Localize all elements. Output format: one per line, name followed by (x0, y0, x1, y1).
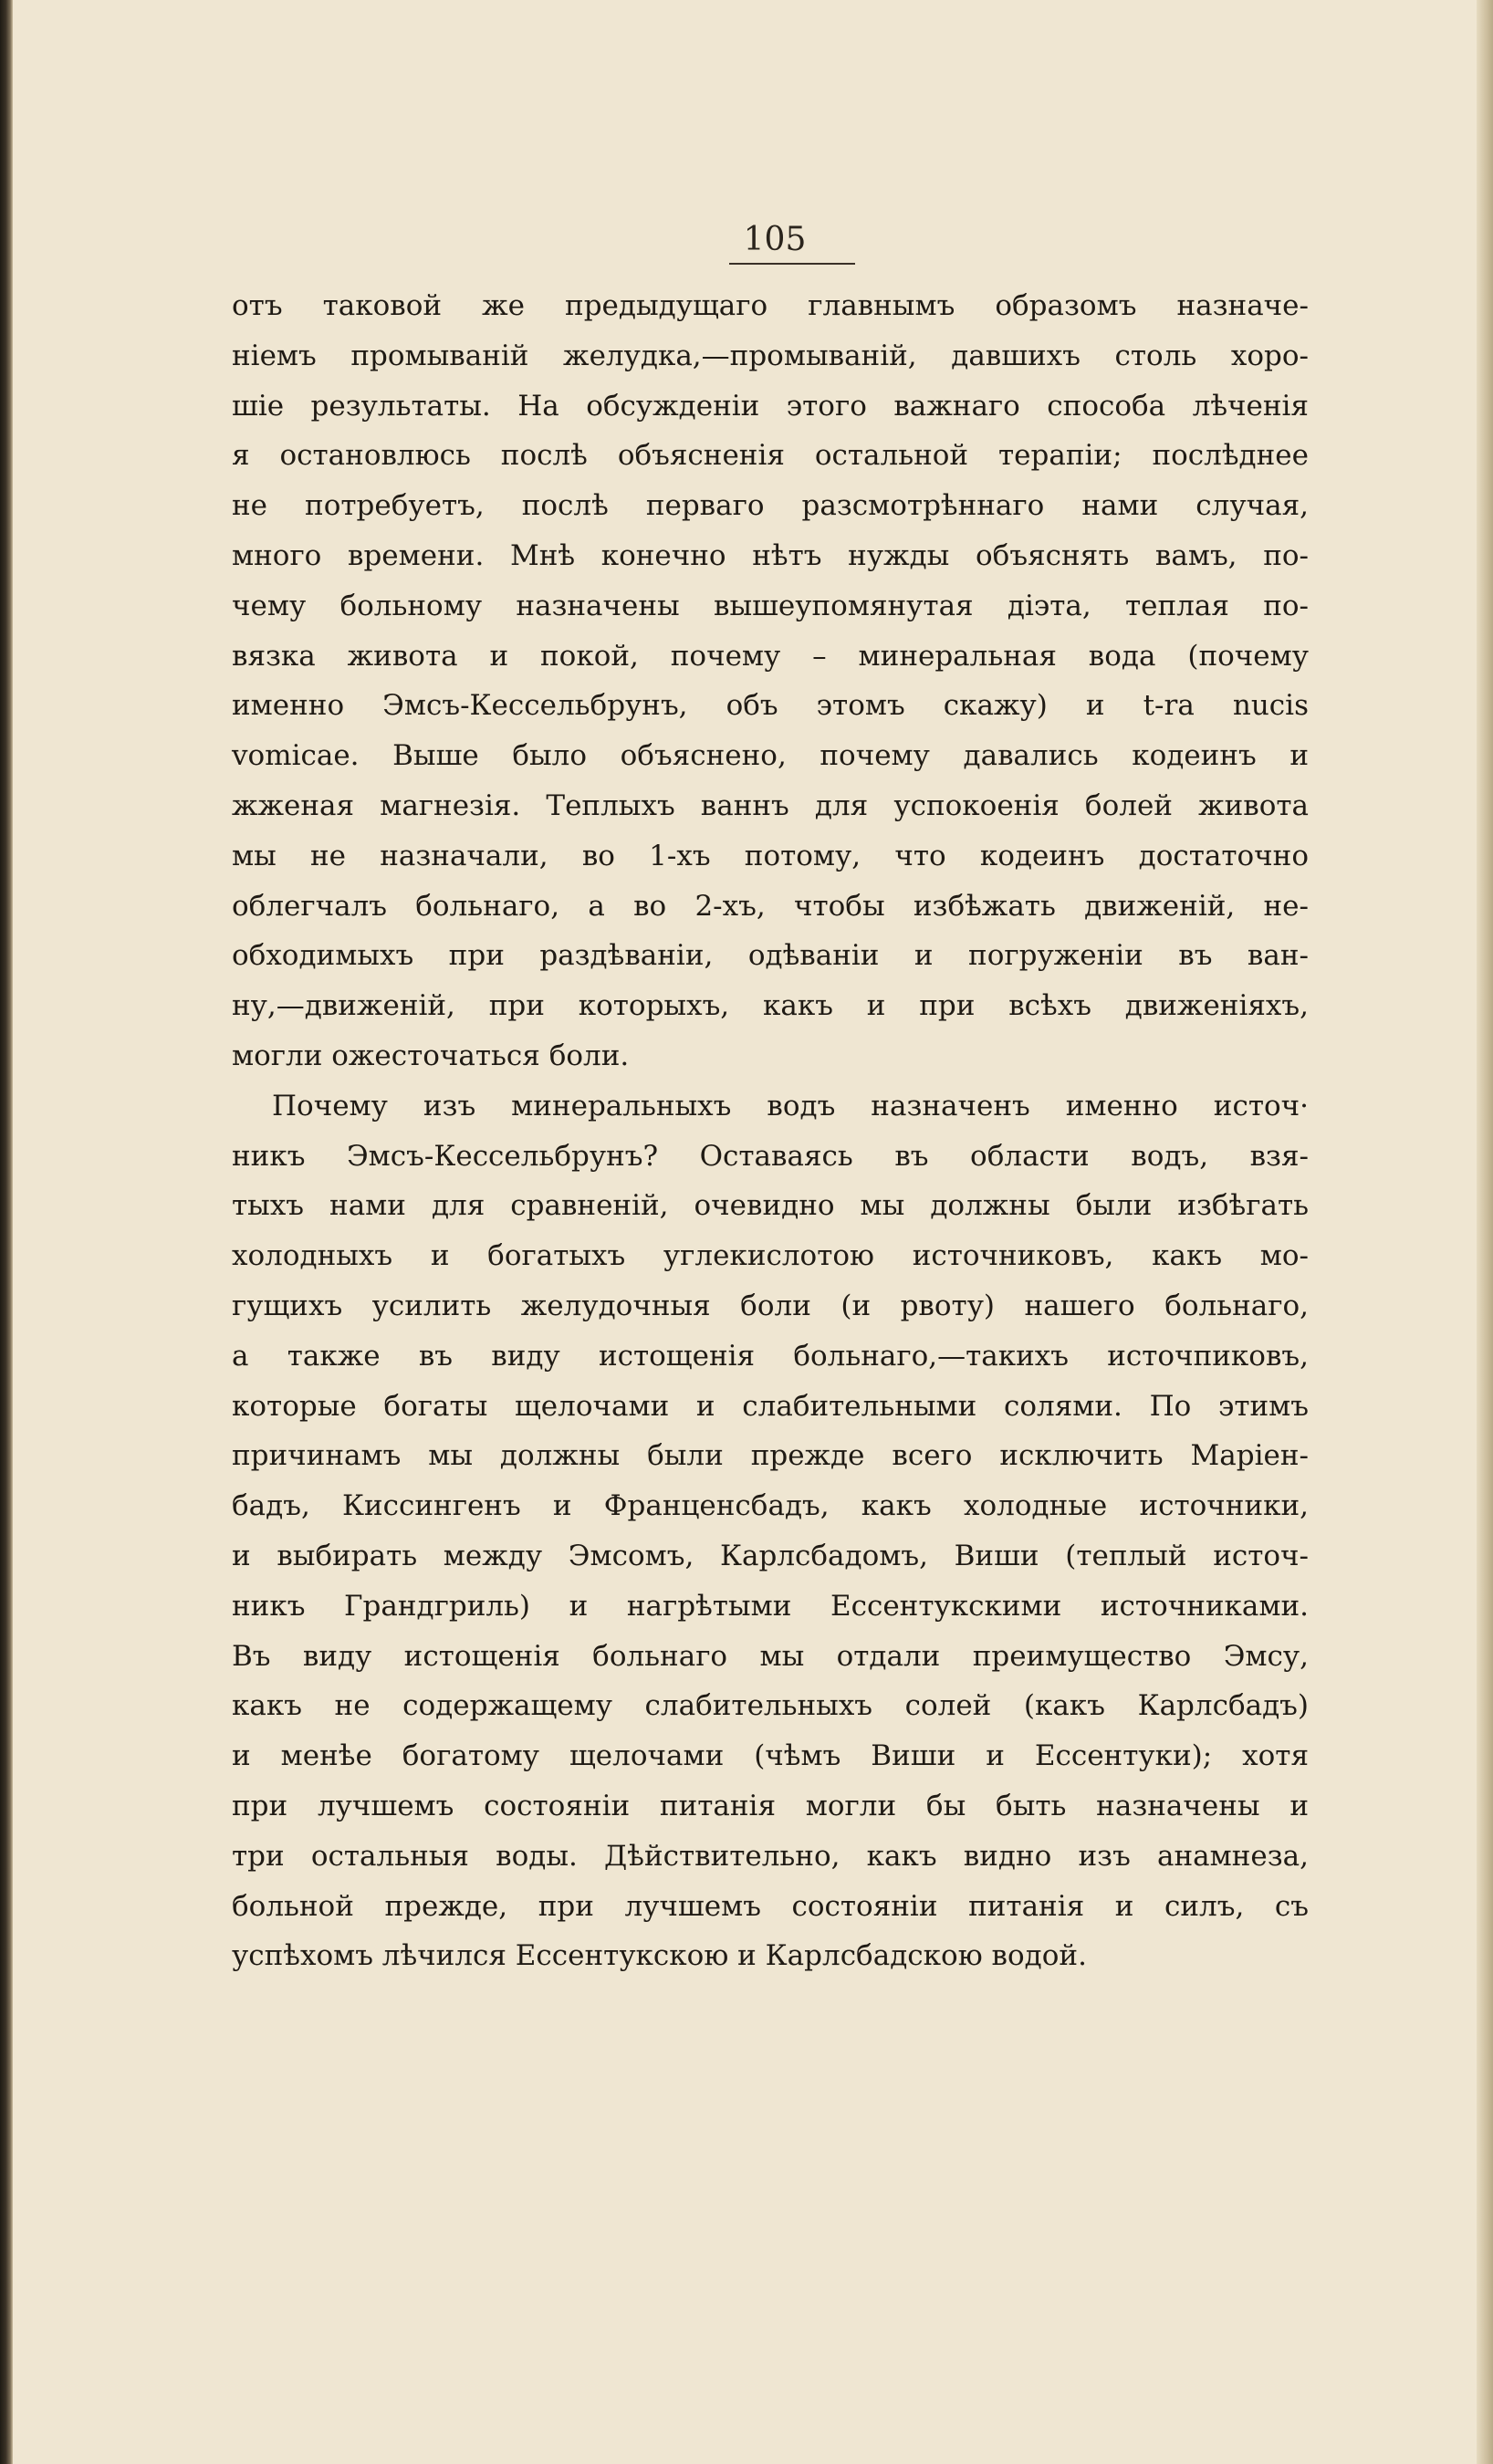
text-line: какъ не содержащему слабительныхъ солей (какъ Карлсбадъ) (232, 1689, 1309, 1723)
text-line: бадъ, Киссингенъ и Франценсбадъ, какъ холодные источники, (232, 1489, 1309, 1523)
text-line: и выбирать между Эмсомъ, Карлсбадомъ, Виши (теплый источ- (232, 1539, 1309, 1572)
text-line: чему больному назначены вышеупомянутая діэта, теплая по- (232, 589, 1309, 622)
text-line: а также въ виду истощенія больнаго,—такихъ источпиковъ, (232, 1339, 1309, 1373)
text-line: больной прежде, при лучшемъ состояніи питанія и силъ, съ (232, 1889, 1309, 1923)
paragraph (232, 281, 1309, 1081)
body-text (232, 281, 1309, 1981)
text-line: вязка живота и покой, почему – минеральная вода (почему (232, 639, 1309, 673)
page-number: 105 (743, 221, 807, 258)
text-line: никъ Эмсъ-Кессельбрунъ? Оставаясь въ области водъ, взя- (232, 1139, 1309, 1173)
text-line: никъ Грандгриль) и нагрѣтыми Ессентукскими источниками. (232, 1589, 1309, 1623)
text-line: отъ таковой же предыдущаго главнымъ образомъ назначе- (232, 289, 1309, 322)
text-line: vomicae. Выше было объяснено, почему давались кодеинъ и (232, 739, 1309, 773)
text-line: при лучшемъ состояніи питанія могли бы быть назначены и (232, 1789, 1309, 1822)
text-line: три остальныя воды. Дѣйствительно, какъ видно изъ анамнеза, (232, 1839, 1309, 1873)
book-binding-edge (0, 0, 13, 2464)
text-line: мы не назначали, во 1-хъ потому, что кодеинъ достаточно (232, 839, 1309, 872)
text-line: Почему изъ минеральныхъ водъ назначенъ именно источ· (272, 1089, 1309, 1122)
page-number-rule (729, 263, 855, 265)
text-line: гущихъ усилить желудочныя боли (и рвоту) нашего больнаго, (232, 1289, 1309, 1322)
text-line: не потребуетъ, послѣ перваго разсмотрѣннаго нами случая, (232, 489, 1309, 523)
text-line: успѣхомъ лѣчился Ессентукскою и Карлсбадскою водой. (232, 1939, 1087, 1973)
text-line: именно Эмсъ-Кессельбрунъ, объ этомъ скажу) и t-ra nucis (232, 689, 1309, 723)
text-line: шіе результаты. На обсужденіи этого важнаго способа лѣченія (232, 389, 1309, 423)
page-content (232, 219, 1309, 1981)
page-fore-edge (1477, 0, 1493, 2464)
text-line: могли ожесточаться боли. (232, 1039, 630, 1072)
text-line: ніемъ промываній желудка,—промываній, давшихъ столь хоро- (232, 339, 1309, 372)
text-line: которые богаты щелочами и слабительными солями. По этимъ (232, 1389, 1309, 1423)
text-line: тыхъ нами для сравненій, очевидно мы должны были избѣгать (232, 1189, 1309, 1223)
text-line: облегчалъ больнаго, а во 2-хъ, чтобы избѣжать движеній, не- (232, 889, 1309, 923)
text-line: и менѣе богатому щелочами (чѣмъ Виши и Ессентуки); хотя (232, 1739, 1309, 1773)
text-line: жженая магнезія. Теплыхъ ваннъ для успокоенія болей живота (232, 788, 1309, 822)
text-line: ну,—движеній, при которыхъ, какъ и при всѣхъ движеніяхъ, (232, 989, 1309, 1023)
text-line: обходимыхъ при раздѣваніи, одѣваніи и погруженіи въ ван- (232, 939, 1309, 973)
text-line: холодныхъ и богатыхъ углекислотою источниковъ, какъ мо- (232, 1239, 1309, 1273)
text-line: я остановлюсь послѣ объясненія остальной терапіи; послѣднее (232, 439, 1309, 473)
text-line: Въ виду истощенія больнаго мы отдали преимущество Эмсу, (232, 1639, 1309, 1673)
text-line: причинамъ мы должны были прежде всего исключить Маріен- (232, 1439, 1309, 1473)
text-line: много времени. Мнѣ конечно нѣтъ нужды объяснять вамъ, по- (232, 538, 1309, 572)
paragraph (232, 1081, 1309, 1981)
